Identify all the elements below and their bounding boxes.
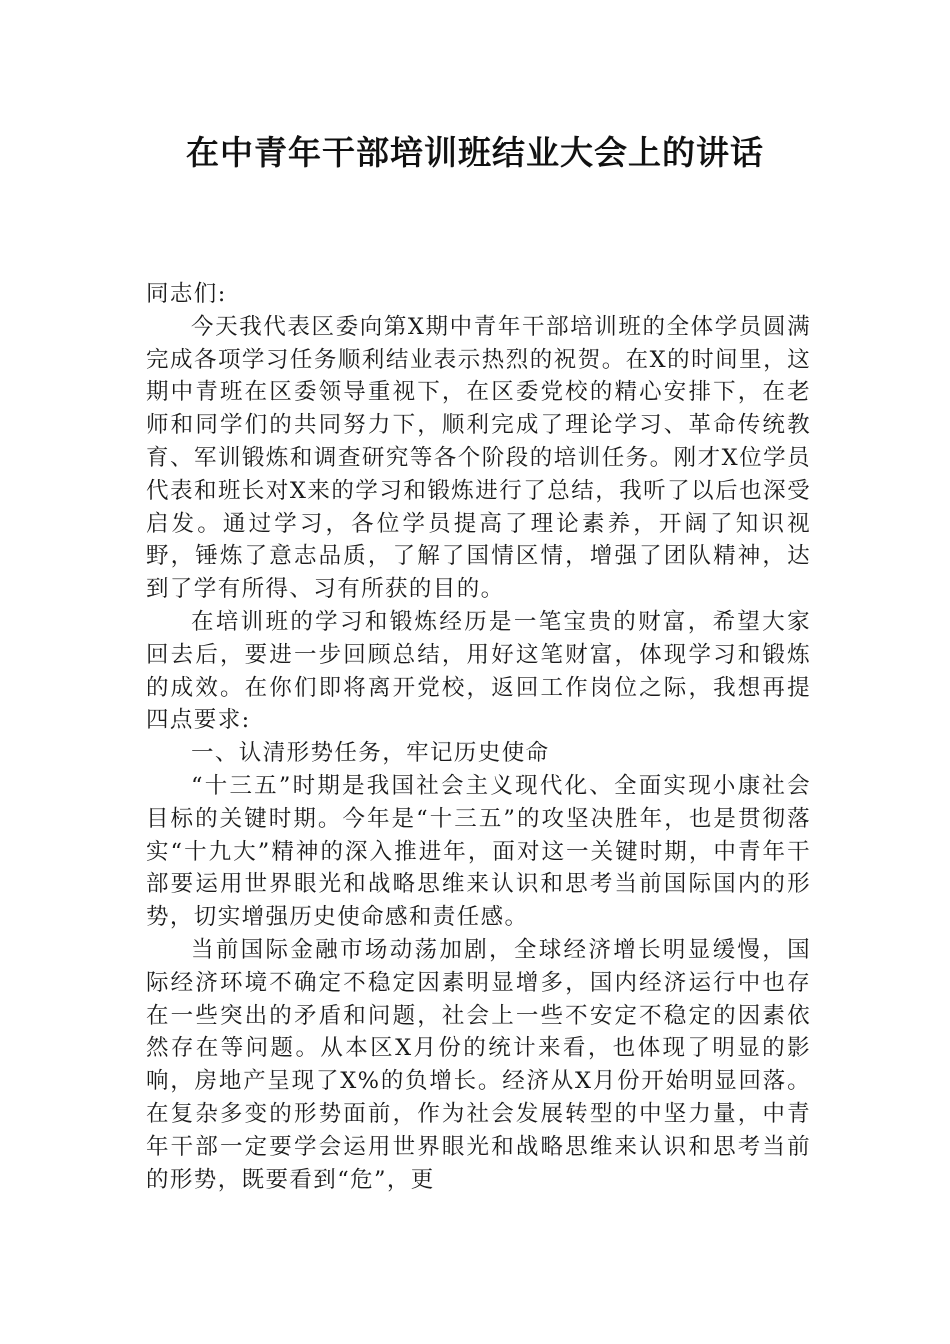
salutation: 同志们: [146, 281, 227, 307]
paragraph-economic-situation: 当前国际金融市场动荡加剧，全球经济增长明显缓慢，国际经济环境不确定不稳定因素明显增多，国内经济运行中也存在一些突出的矛盾和问题，社会上一些不安定不稳定的因素依然存在等问题。从本区X月份的统计来看，也体现了明显的影响，房地产呈现了X%的负增长。经济从X月份开始明显回落。在复杂多变的形势面前，作为社会发展转型的中坚力量，中青年干部一定要学会运用世界眼光和战略思维来认识和思考当前的形势，既要看到“危”，更 [146, 936, 811, 1193]
paragraph-thirteenth-five-year: “十三五”时期是我国社会主义现代化、全面实现小康社会目标的关键时期。今年是“十三五”的攻坚决胜年，也是贯彻落实“十九大”精神的深入推进年，面对这一关键时期，中青年干部要运用世界眼光和战略思维来认识和思考当前国际国内的形势，切实增强历史使命感和责任感。 [146, 772, 811, 931]
document-title: 在中青年干部培训班结业大会上的讲话 [186, 133, 764, 172]
document-body [146, 278, 811, 1196]
paragraph-requirements-intro: 在培训班的学习和锻炼经历是一笔宝贵的财富，希望大家回去后，要进一步回顾总结，用好这笔财富，体现学习和锻炼的成效。在你们即将离开党校，返回工作岗位之际，我想再提四点要求: [146, 608, 811, 734]
paragraph-congratulations: 今天我代表区委向第X期中青年干部培训班的全体学员圆满完成各项学习任务顺利结业表示热烈的祝贺。在X的时间里，这期中青班在区委领导重视下，在区委党校的精心安排下，在老师和同学们的共同努力下，顺利完成了理论学习、革命传统教育、军训锻炼和调查研究等各个阶段的培训任务。刚才X位学员代表和班长对X来的学习和锻炼进行了总结，我听了以后也深受启发。通过学习，各位学员提高了理论素养，开阔了知识视野，锤炼了意志品质，了解了国情区情，增强了团队精神，达到了学有所得、习有所获的目的。 [146, 313, 811, 603]
section-heading-1: 一、认清形势任务，牢记历史使命 [191, 740, 550, 767]
